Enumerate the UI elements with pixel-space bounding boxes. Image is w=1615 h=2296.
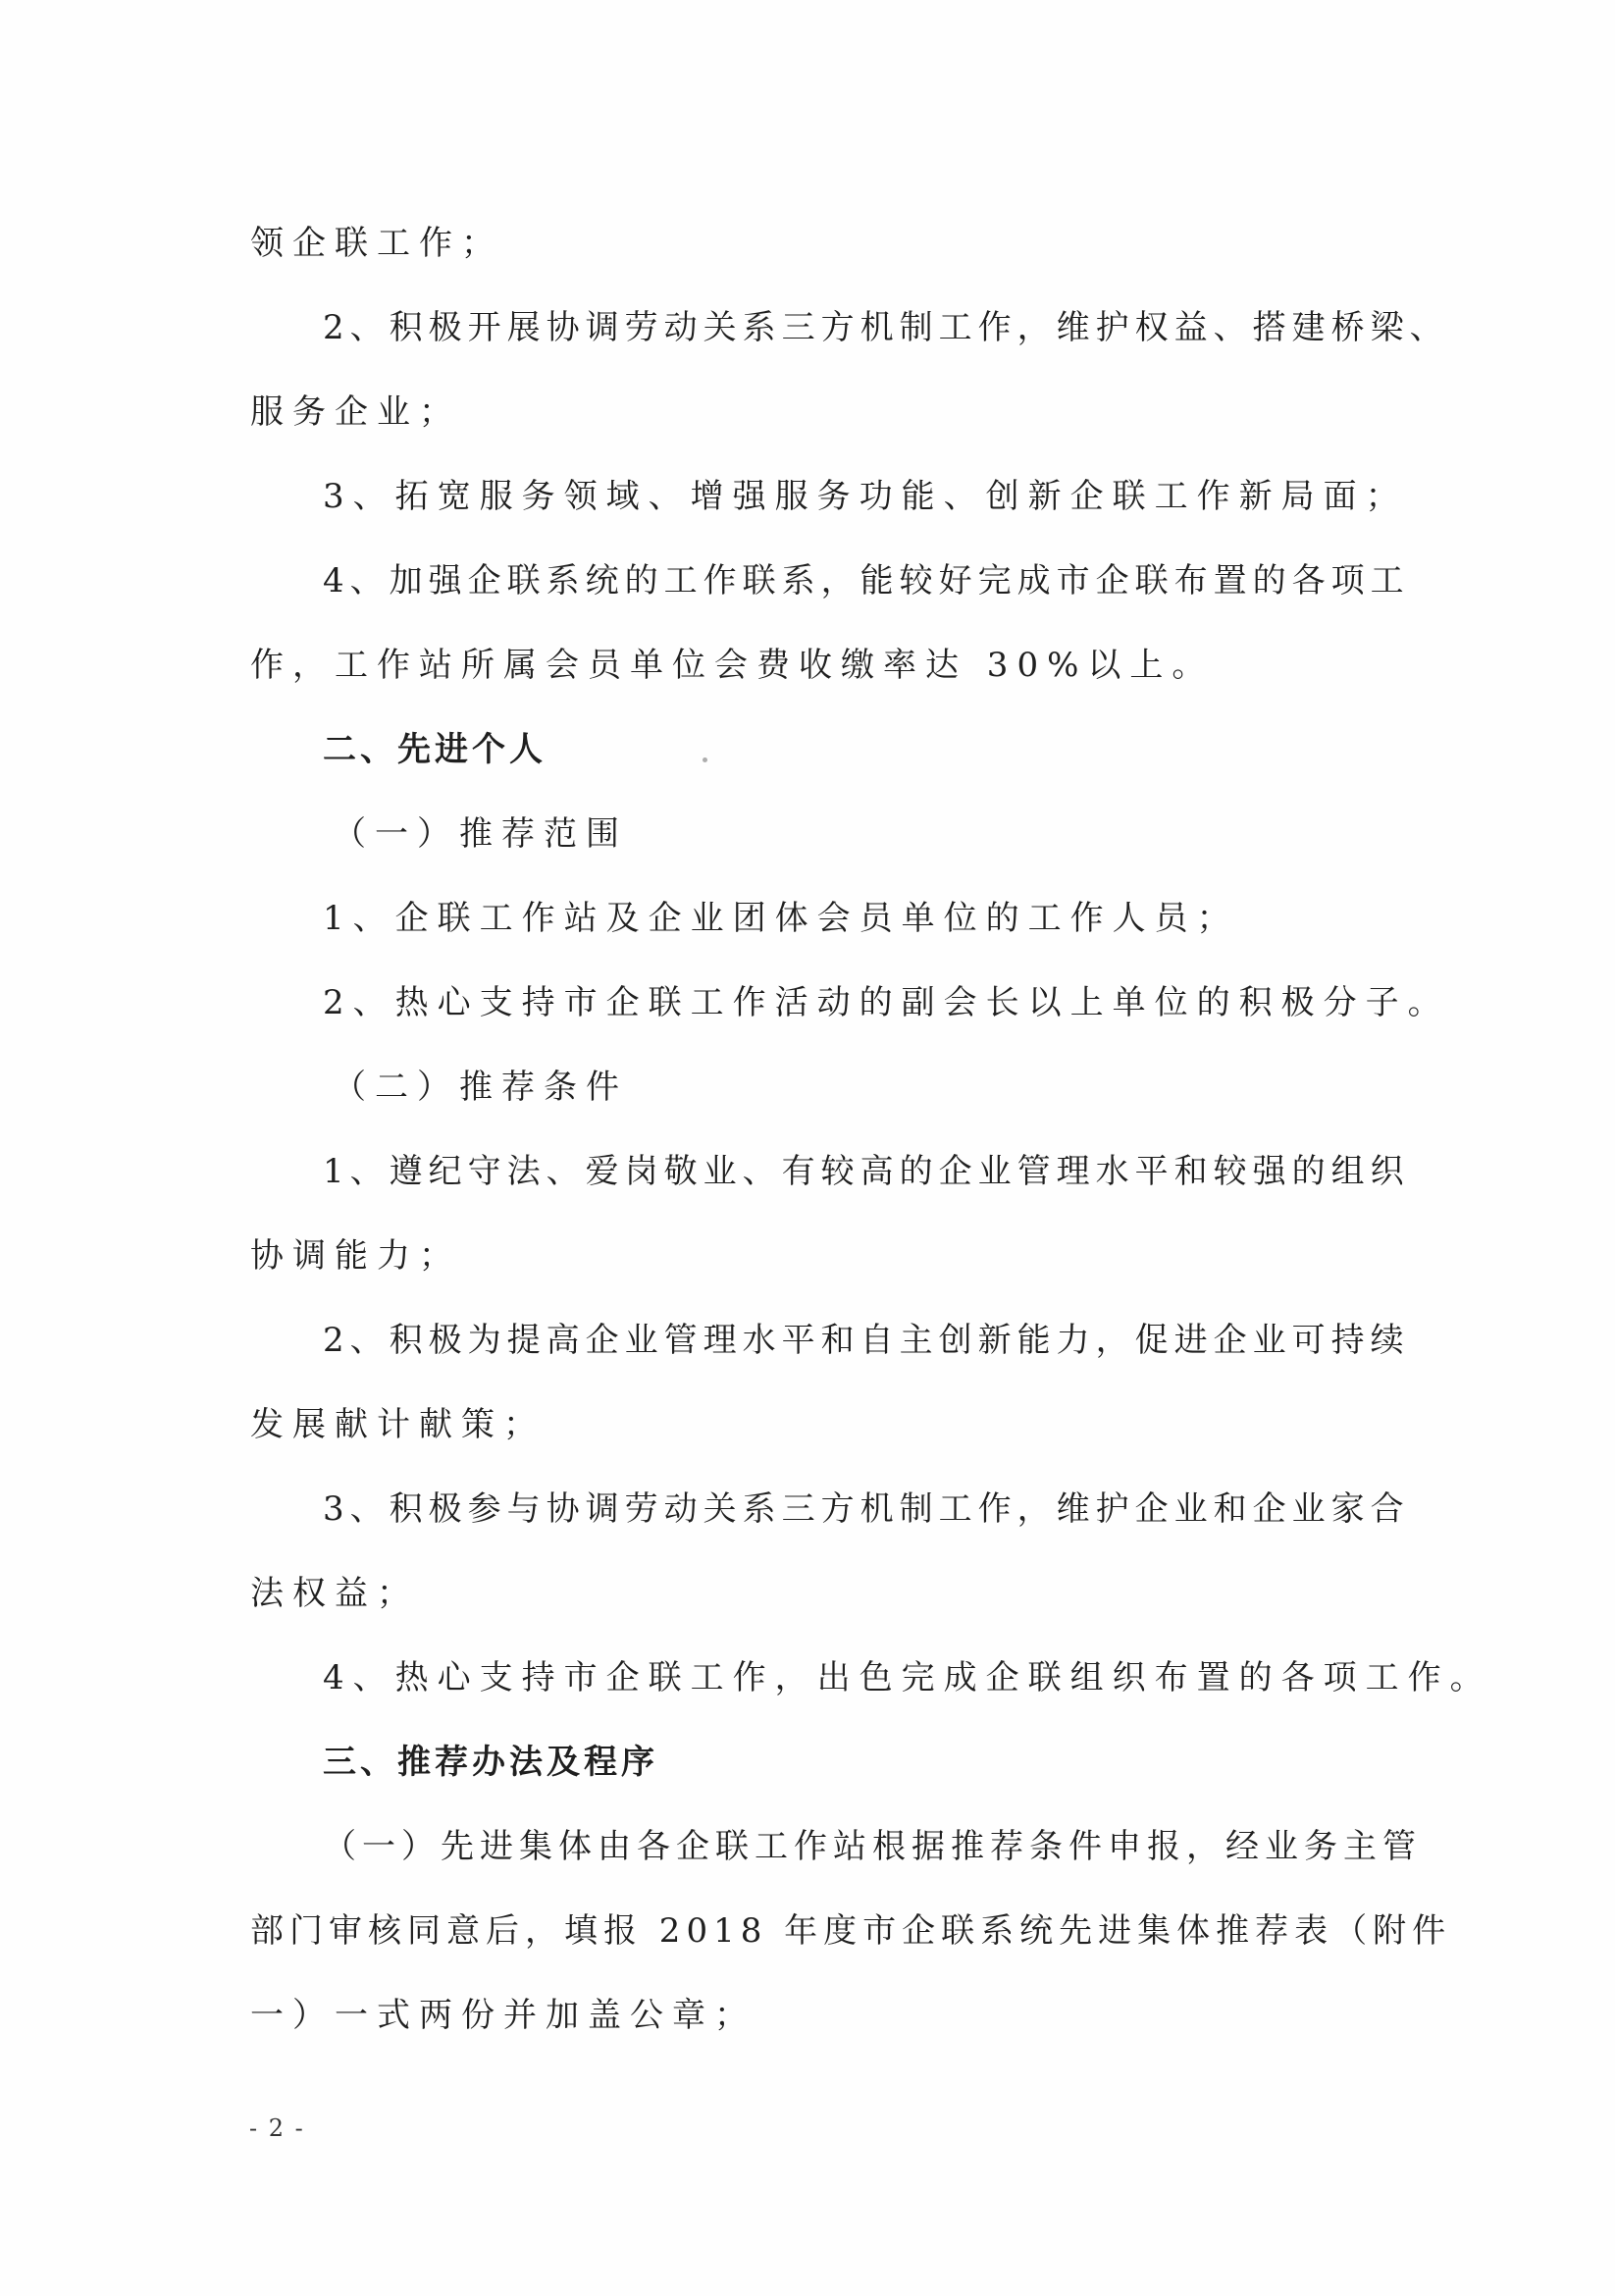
text-line: （一）先进集体由各企联工作站根据推荐条件申报，经业务主管 xyxy=(323,1827,1422,1866)
text-line: 2、积极开展协调劳动关系三方机制工作，维护权益、搭建桥梁、 xyxy=(323,308,1449,347)
text-line: 3、拓宽服务领域、增强服务功能、创新企联工作新局面； xyxy=(323,477,1408,516)
scan-speck xyxy=(703,757,707,762)
text-line: 服务企业； xyxy=(250,392,461,432)
text-line: 4、加强企联系统的工作联系，能较好完成市企联布置的各项工 xyxy=(323,561,1410,600)
text-line: 发展献计献策； xyxy=(250,1405,546,1444)
text-line: 领企联工作； xyxy=(250,224,503,263)
subsection-heading: （一）推荐范围 xyxy=(333,814,628,854)
text-line: 协调能力； xyxy=(250,1236,461,1276)
section-heading: 三、推荐办法及程序 xyxy=(323,1743,658,1782)
document-body xyxy=(250,201,1492,2058)
text-line: 1、企联工作站及企业团体会员单位的工作人员； xyxy=(323,899,1239,938)
page-number: - 2 - xyxy=(249,2114,305,2142)
text-line: 一）一式两份并加盖公章； xyxy=(250,1996,756,2035)
text-line: 3、积极参与协调劳动关系三方机制工作，维护企业和企业家合 xyxy=(323,1489,1410,1529)
text-line: 2、热心支持市企联工作活动的副会长以上单位的积极分子。 xyxy=(323,983,1450,1022)
text-line: 部门审核同意后，填报 2018 年度市企联系统先进集体推荐表（附件 xyxy=(250,1911,1452,1951)
text-line: 法权益； xyxy=(250,1574,419,1613)
text-line: 4、热心支持市企联工作，出色完成企联组织布置的各项工作。 xyxy=(323,1658,1492,1697)
section-heading: 二、先进个人 xyxy=(323,730,547,769)
text-line: 2、积极为提高企业管理水平和自主创新能力，促进企业可持续 xyxy=(323,1321,1410,1360)
subsection-heading: （二）推荐条件 xyxy=(333,1068,628,1107)
text-line: 1、遵纪守法、爱岗敬业、有较高的企业管理水平和较强的组织 xyxy=(323,1152,1410,1191)
text-line: 作，工作站所属会员单位会费收缴率达 30%以上。 xyxy=(250,646,1215,685)
